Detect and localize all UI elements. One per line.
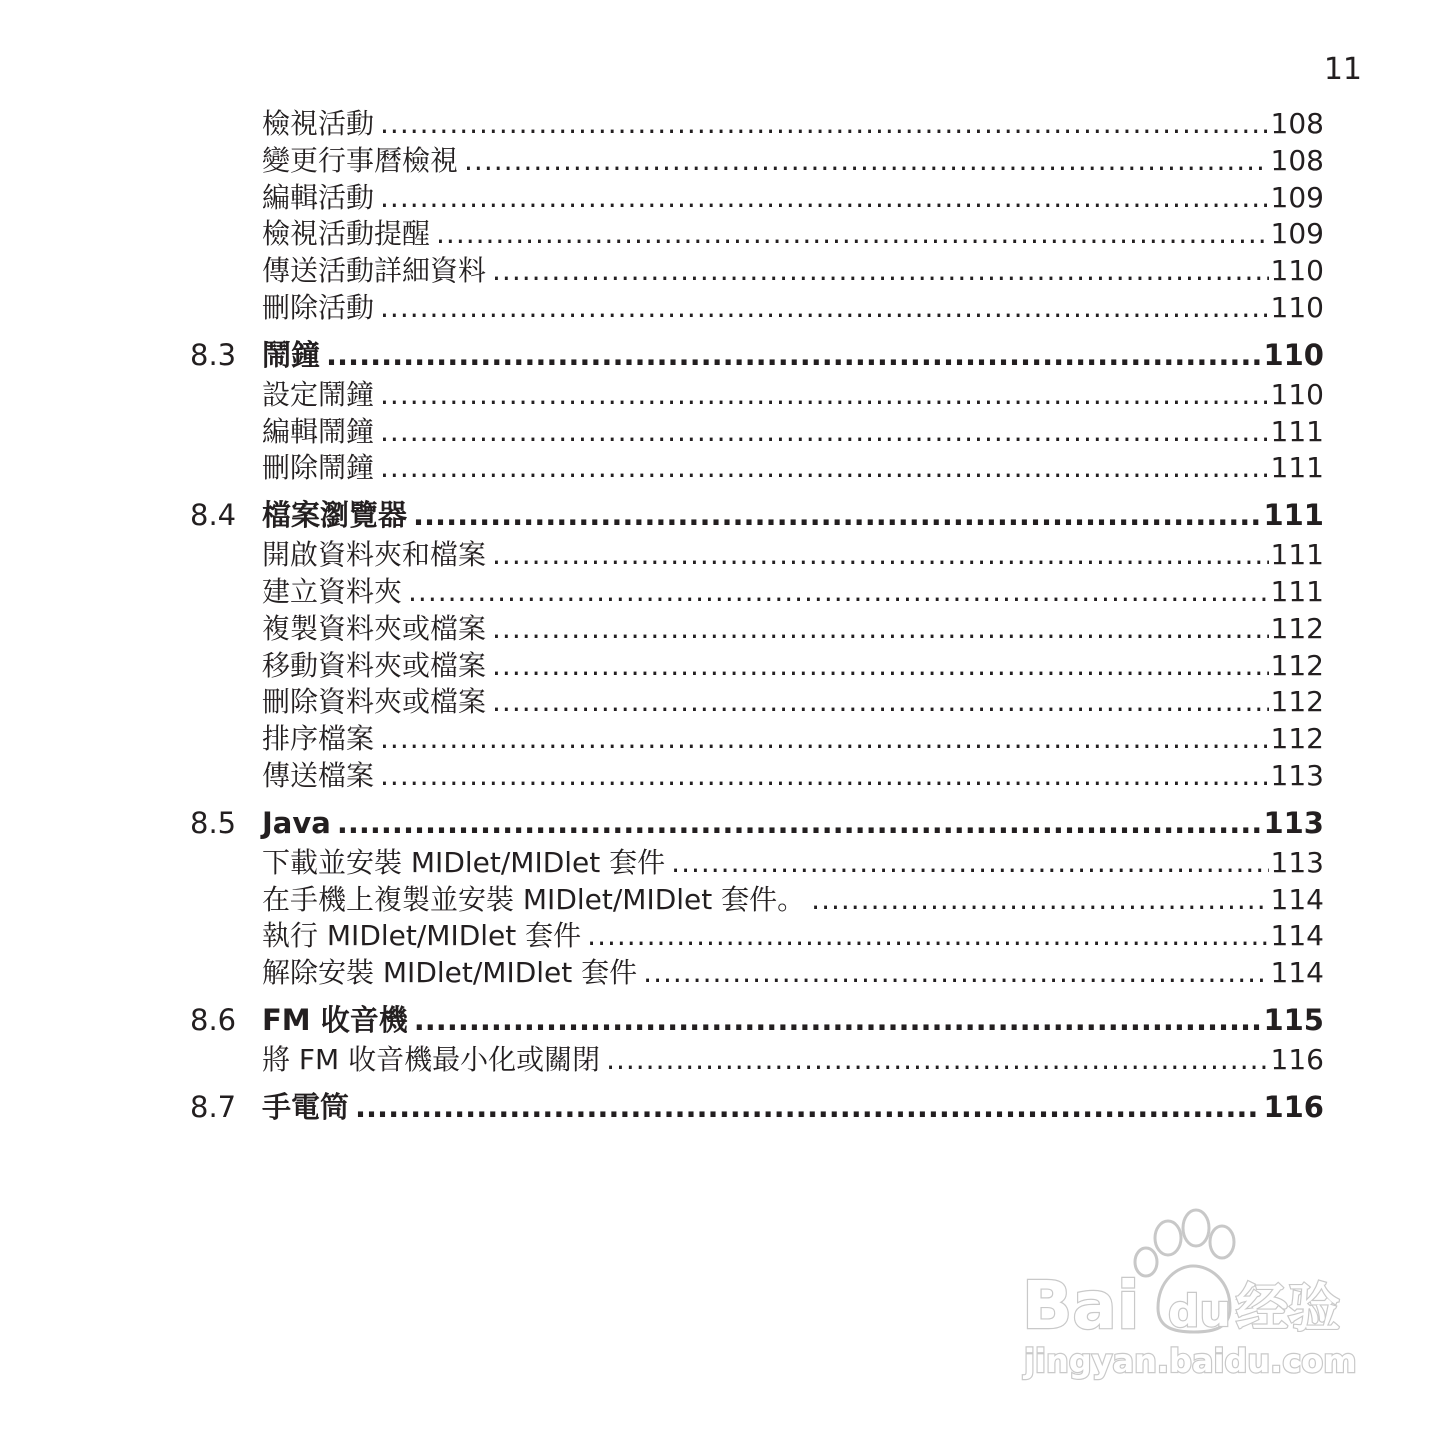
toc-entry-title: 解除安裝 MIDlet/MIDlet 套件 <box>262 956 638 990</box>
toc-page-number: 115 <box>1263 1002 1324 1037</box>
toc-subentry <box>190 845 1324 882</box>
toc-subentry <box>190 955 1324 992</box>
toc-dot-leader <box>413 491 1261 539</box>
toc-entry-title: 檢視活動 <box>262 107 375 140</box>
toc-page-number: 116 <box>1263 1089 1324 1124</box>
toc-subentry <box>190 882 1324 919</box>
toc-subentry <box>190 648 1324 685</box>
toc-entry-title: 鬧鐘 <box>262 337 321 372</box>
toc-dot-leader <box>337 799 1262 847</box>
watermark-product: 经验 <box>1236 1279 1341 1339</box>
toc-section-number: 8.7 <box>190 1089 237 1124</box>
toc-dot-leader <box>606 1042 1268 1079</box>
watermark-brand-suffix: du <box>1168 1286 1231 1337</box>
toc-section-entry <box>190 799 1324 847</box>
toc-dot-leader <box>380 450 1269 487</box>
toc-page-number: 113 <box>1270 845 1324 879</box>
toc-entry-title: 刪除資料夾或檔案 <box>262 685 487 719</box>
table-of-contents <box>190 106 1324 1131</box>
toc-dot-leader <box>380 721 1269 758</box>
toc-entry-title: 變更行事曆檢視 <box>262 143 459 177</box>
toc-section-entry <box>190 1083 1324 1131</box>
toc-page-number: 114 <box>1270 956 1324 990</box>
toc-dot-leader <box>380 180 1269 217</box>
toc-dot-leader <box>414 996 1262 1044</box>
toc-page-number: 110 <box>1270 290 1324 324</box>
toc-entry-title: 檢視活動提醒 <box>262 217 431 251</box>
toc-dot-leader <box>326 331 1261 379</box>
toc-dot-leader <box>380 414 1269 451</box>
toc-entry-title: 複製資料夾或檔案 <box>262 611 487 645</box>
toc-entry-title: 將 FM 收音機最小化或關閉 <box>262 1042 601 1076</box>
toc-section-entry <box>190 331 1324 379</box>
toc-page-number: 112 <box>1270 722 1324 756</box>
toc-dot-leader <box>380 758 1269 795</box>
watermark-url: jingyan.baidu.com <box>1024 1342 1357 1380</box>
toc-page-number: 111 <box>1270 538 1324 572</box>
toc-page-number: 108 <box>1270 143 1324 177</box>
toc-subentry <box>190 216 1324 253</box>
toc-page-number: 116 <box>1270 1042 1324 1076</box>
toc-section-entry <box>190 996 1324 1044</box>
toc-entry-title: 下載並安裝 MIDlet/MIDlet 套件 <box>262 845 666 879</box>
toc-dot-leader <box>355 1083 1261 1131</box>
toc-subentry <box>190 106 1324 143</box>
toc-entry-title: 開啟資料夾和檔案 <box>262 538 487 572</box>
toc-page-number: 108 <box>1270 107 1324 140</box>
toc-subentry <box>190 143 1324 180</box>
toc-dot-leader <box>464 143 1269 180</box>
toc-entry-title: 傳送檔案 <box>262 758 375 792</box>
toc-dot-leader <box>380 377 1269 414</box>
toc-subentry <box>190 253 1324 290</box>
toc-entry-title: FM 收音機 <box>262 1002 408 1037</box>
toc-entry-title: 設定鬧鐘 <box>262 377 375 411</box>
toc-dot-leader <box>671 845 1268 882</box>
toc-subentry <box>190 450 1324 487</box>
toc-entry-title: 刪除鬧鐘 <box>262 451 375 485</box>
toc-dot-leader <box>492 253 1269 290</box>
toc-entry-title: 刪除活動 <box>262 290 375 324</box>
toc-subentry <box>190 918 1324 955</box>
toc-entry-title: 檔案瀏覽器 <box>262 498 408 533</box>
toc-page-number: 110 <box>1263 337 1324 372</box>
toc-subentry <box>190 611 1324 648</box>
toc-subentry <box>190 377 1324 414</box>
toc-dot-leader <box>492 648 1269 685</box>
toc-section-number: 8.6 <box>190 1002 237 1037</box>
toc-entry-title: 排序檔案 <box>262 722 375 756</box>
toc-page-number: 111 <box>1270 414 1324 448</box>
toc-page-number: 111 <box>1270 451 1324 485</box>
baidu-jingyan-watermark <box>1018 1200 1358 1390</box>
toc-dot-leader <box>408 574 1269 611</box>
toc-page-number: 112 <box>1270 611 1324 645</box>
toc-entry-title: 在手機上複製並安裝 MIDlet/MIDlet 套件。 <box>262 882 806 916</box>
toc-page-number: 114 <box>1270 882 1324 916</box>
toc-entry-title: 傳送活動詳細資料 <box>262 254 487 288</box>
toc-dot-leader <box>380 290 1269 327</box>
toc-entry-title: Java <box>262 805 331 840</box>
toc-dot-leader <box>643 955 1268 992</box>
toc-entry-title: 移動資料夾或檔案 <box>262 648 487 682</box>
toc-dot-leader <box>492 537 1269 574</box>
toc-section-number: 8.3 <box>190 337 237 372</box>
baidu-paw-icon <box>1018 1200 1358 1390</box>
page-number: 11 <box>1323 52 1362 87</box>
toc-page-number: 114 <box>1270 919 1324 953</box>
toc-section-number: 8.5 <box>190 805 237 840</box>
toc-page-number: 110 <box>1270 377 1324 411</box>
toc-section-entry <box>190 491 1324 539</box>
watermark-brand: Bai <box>1022 1267 1140 1344</box>
toc-subentry <box>190 574 1324 611</box>
toc-page-number: 111 <box>1270 574 1324 608</box>
toc-entry-title: 手電筒 <box>262 1089 350 1124</box>
toc-subentry <box>190 1042 1324 1079</box>
toc-subentry <box>190 180 1324 217</box>
toc-page-number: 109 <box>1270 217 1324 251</box>
toc-page-number: 113 <box>1263 805 1324 840</box>
toc-dot-leader <box>492 611 1269 648</box>
toc-page-number: 111 <box>1263 498 1324 533</box>
toc-subentry <box>190 684 1324 721</box>
toc-entry-title: 建立資料夾 <box>262 574 403 608</box>
toc-subentry <box>190 290 1324 327</box>
toc-entry-title: 編輯活動 <box>262 180 375 214</box>
toc-dot-leader <box>811 882 1268 919</box>
toc-page-number: 112 <box>1270 685 1324 719</box>
toc-dot-leader <box>587 918 1268 955</box>
toc-section-number: 8.4 <box>190 498 237 533</box>
toc-subentry <box>190 758 1324 795</box>
toc-dot-leader <box>492 684 1269 721</box>
toc-subentry <box>190 414 1324 451</box>
toc-entry-title: 編輯鬧鐘 <box>262 414 375 448</box>
toc-page-number: 110 <box>1270 254 1324 288</box>
toc-subentry <box>190 537 1324 574</box>
toc-page-number: 112 <box>1270 648 1324 682</box>
toc-entry-title: 執行 MIDlet/MIDlet 套件 <box>262 919 582 953</box>
toc-dot-leader <box>380 106 1269 143</box>
toc-page-number: 109 <box>1270 180 1324 214</box>
toc-page-number: 113 <box>1270 758 1324 792</box>
toc-subentry <box>190 721 1324 758</box>
toc-dot-leader <box>436 216 1269 253</box>
